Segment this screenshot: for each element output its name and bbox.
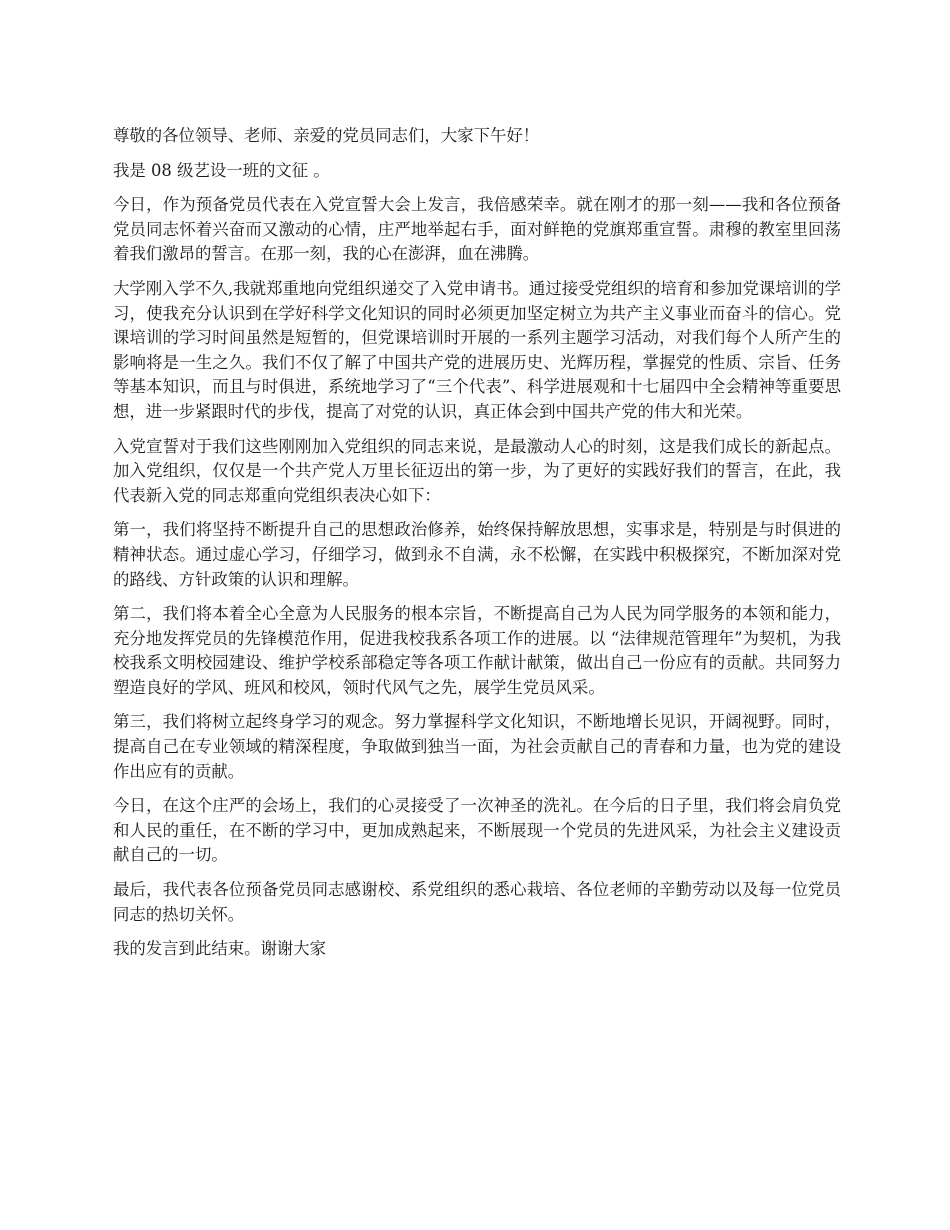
greeting-paragraph: 尊敬的各位领导、老师、亲爱的党员同志们，大家下午好！ <box>113 126 540 145</box>
ceremony-reflection-paragraph: 今日，在这个庄严的会场上，我们的心灵接受了一次神圣的洗礼。在今后的日子里，我们将会肩负党和人民的重任，在不断的学习中，更加成熟起来，不断展现一个党员的先进风采，为社会主义建设贡献自己的一切。 <box>113 796 841 865</box>
party-course-paragraph: 大学刚入学不久,我就郑重地向党组织递交了入党申请书。通过接受党组织的培育和参加党课培训的学习，使我充分认识到在学好科学文化知识的同时必须更加坚定树立为共产主义事业而奋斗的信心。党课培训的学习时间虽然是短暂的，但党课培训时开展的一系列主题学习活动，对我们每个人所产生的影响将是一生之久。我们不仅了解了中国共产党的进展历史、光辉历程，掌握党的性质、宗旨、任务等基本知识，而且与时俱进，系统地学习了“三个代表”、科学进展观和十七届四中全会精神等重要思想，进一步紧跟时代的步伐，提高了对党的认识，真正体会到中国共产党的伟大和光荣。 <box>113 278 841 421</box>
closing-paragraph: 我的发言到此结束。谢谢大家 <box>113 939 327 959</box>
self-introduction-paragraph: 我是 08 级艺设一班的文征 。 <box>113 160 330 180</box>
resolution-third-paragraph: 第三，我们将树立起终身学习的观念。努力掌握科学文化知识，不断地增长见识，开阔视野。同时，提高自己在专业领域的精深程度，争取做到独当一面，为社会贡献自己的青春和力量，也为党的建设作出应有的贡献。 <box>113 712 841 781</box>
resolution-first-paragraph: 第一，我们将坚持不断提升自己的思想政治修养，始终保持解放思想，实事求是，特别是与时俱进的精神状态。通过虚心学习，仔细学习，做到永不自满，永不松懈，在实践中积极探究，不断加深对党的路线、方针政策的认识和理解。 <box>113 520 841 589</box>
resolution-intro-paragraph: 入党宣誓对于我们这些刚刚加入党组织的同志来说，是最激动人心的时刻，这是我们成长的新起点。加入党组织，仅仅是一个共产党人万里长征迈出的第一步，为了更好的实践好我们的誓言，在此，我代表新入党的同志郑重向党组织表决心如下： <box>113 436 841 505</box>
document-page <box>113 124 841 972</box>
oath-moment-paragraph: 今日，作为预备党员代表在入党宣誓大会上发言，我倍感荣幸。就在刚才的那一刻——我和各位预备党员同志怀着兴奋而又激动的心情，庄严地举起右手，面对鲜艳的党旗郑重宣誓。肃穆的教室里回荡着我们激昂的誓言。在那一刻，我的心在澎湃，血在沸腾。 <box>113 195 841 264</box>
resolution-second-paragraph: 第二，我们将本着全心全意为人民服务的根本宗旨，不断提高自己为人民为同学服务的本领和能力，充分地发挥党员的先锋模范作用，促进我校我系各项工作的进展。以 “法律规范管理年”为契机，为我校我系文明校园建设、维护学校系部稳定等各项工作献计献策，做出自己一份应有的贡献。共同努力塑造良好的学风、班风和校风，领时代风气之先，展学生党员风采。 <box>113 604 841 697</box>
thanks-paragraph: 最后，我代表各位预备党员同志感谢校、系党组织的悉心栽培、各位老师的辛勤劳动以及每一位党员同志的热切关怀。 <box>113 880 841 924</box>
